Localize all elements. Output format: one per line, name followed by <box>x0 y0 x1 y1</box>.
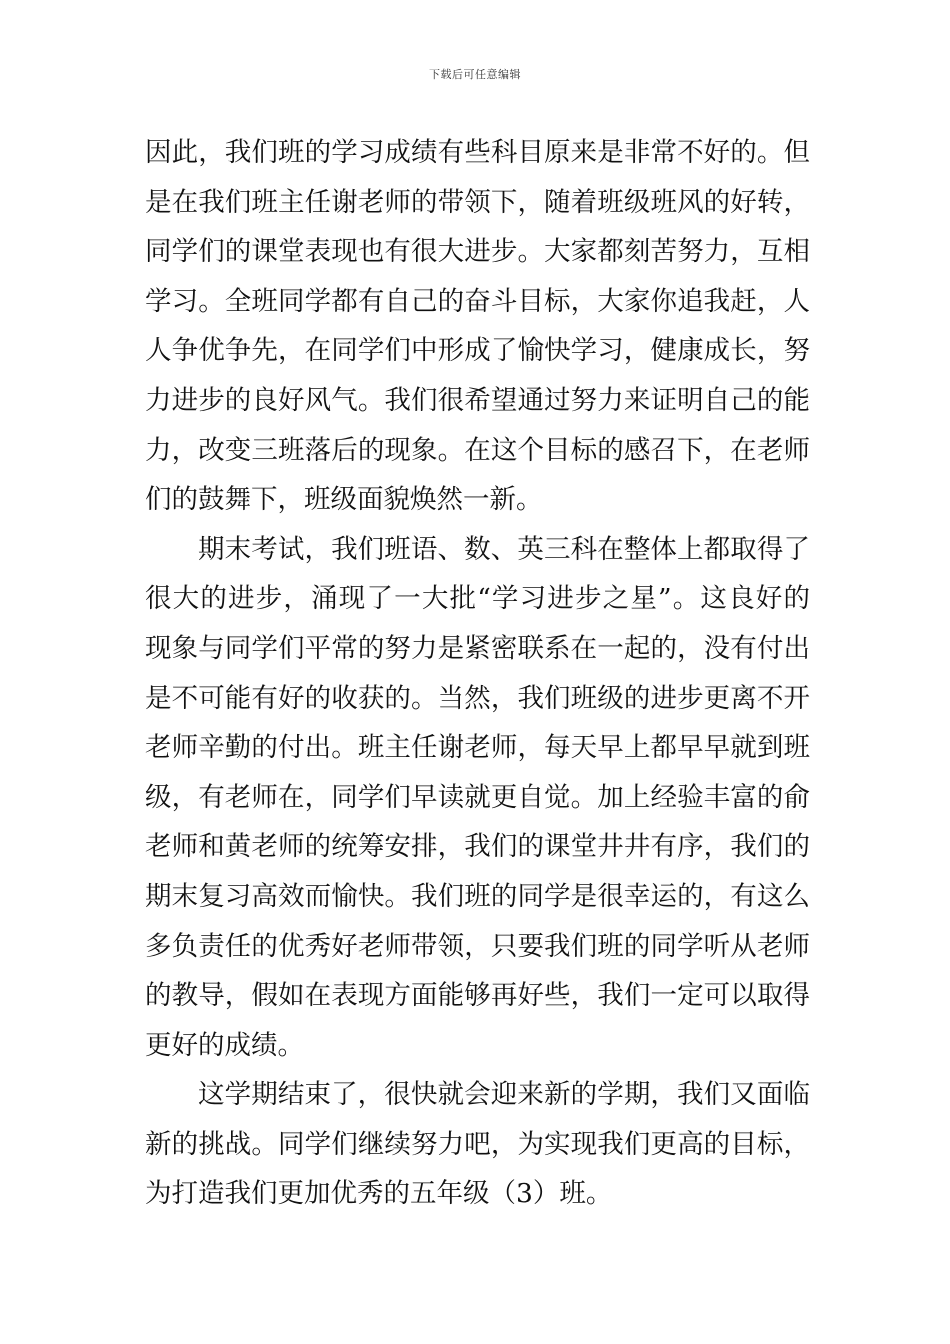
paragraph-3 <box>145 1070 810 1219</box>
text-line: 力，改变三班落后的现象。在这个目标的感召下，在老师 <box>145 434 810 466</box>
text-line: 这学期结束了，很快就会迎来新的学期，我们又面临 <box>198 1079 810 1111</box>
text-line: 因此，我们班的学习成绩有些科目原来是非常不好的。但 <box>145 137 810 168</box>
document-body <box>145 128 810 1219</box>
text-line: 的教导，假如在表现方面能够再好些，我们一定可以取得 <box>145 980 810 1012</box>
text-line: 级，有老师在，同学们早读就更自觉。加上经验丰富的俞 <box>145 781 810 813</box>
text-line: 是在我们班主任谢老师的带领下，随着班级班风的好转， <box>145 186 810 218</box>
text-line: 老师辛勤的付出。班主任谢老师，每天早上都早早就到班 <box>145 732 810 764</box>
text-line: 多负责任的优秀好老师带领，只要我们班的同学听从老师 <box>145 930 810 962</box>
text-line: 现象与同学们平常的努力是紧密联系在一起的，没有付出 <box>145 632 810 664</box>
text-line: 期末复习高效而愉快。我们班的同学是很幸运的，有这么 <box>145 880 810 912</box>
text-line: 学习。全班同学都有自己的奋斗目标，大家你追我赶，人 <box>145 285 810 317</box>
page-header: 下载后可任意编辑 <box>429 68 521 81</box>
text-line: 同学们的课堂表现也有很大进步。大家都刻苦努力，互相 <box>145 236 810 268</box>
text-line: 更好的成绩。 <box>145 1029 304 1061</box>
text-line: 人争优争先，在同学们中形成了愉快学习，健康成长，努 <box>145 335 810 367</box>
paragraph-1 <box>145 128 810 525</box>
text-line: 期末考试，我们班语、数、英三科在整体上都取得了 <box>198 533 810 565</box>
text-line: 力进步的良好风气。我们很希望通过努力来证明自己的能 <box>145 384 810 416</box>
text-line: 们的鼓舞下，班级面貌焕然一新。 <box>145 484 543 516</box>
text-line: 很大的进步，涌现了一大批“学习进步之星”。这良好的 <box>145 583 810 615</box>
text-line: 老师和黄老师的统筹安排，我们的课堂井井有序，我们的 <box>145 831 810 863</box>
text-line: 是不可能有好的收获的。当然，我们班级的进步更离不开 <box>145 682 810 714</box>
paragraph-2 <box>145 525 810 1071</box>
text-line: 新的挑战。同学们继续努力吧，为实现我们更高的目标， <box>145 1128 810 1160</box>
text-line: 为打造我们更加优秀的五年级（3）班。 <box>145 1178 613 1210</box>
